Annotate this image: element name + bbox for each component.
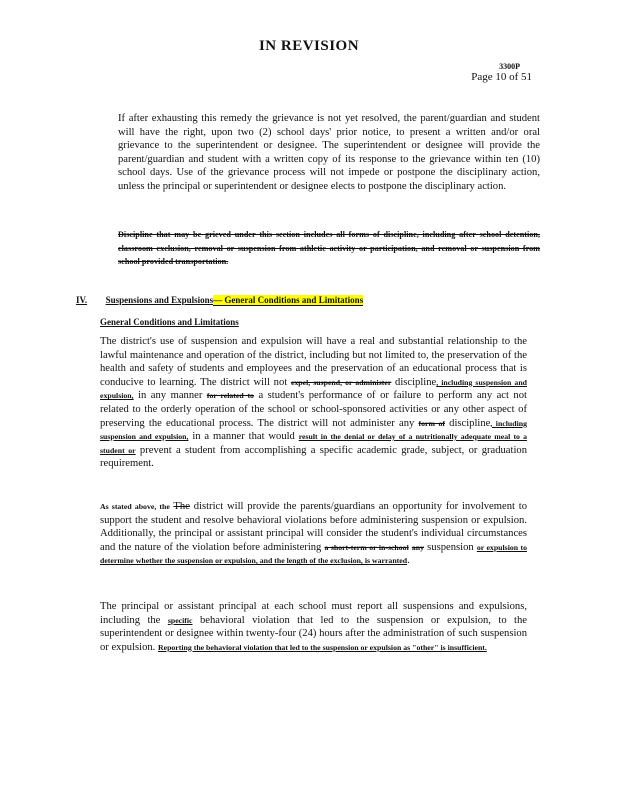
deleted-text: a short-term or in-school — [324, 542, 409, 552]
section-number: IV. — [76, 295, 88, 305]
text-run: discipline — [395, 376, 437, 388]
deleted-text: expel, suspend, or administer — [290, 377, 392, 387]
text-run: behavioral violation that led to the suspension or expulsion, to the superintendent or designee within twenty-four (24) hours after the administration of such suspension or expulsion. — [100, 614, 527, 653]
text-run: suspension — [427, 541, 474, 553]
subheading: General Conditions and Limitations — [100, 317, 239, 327]
paragraph-reporting — [100, 600, 527, 654]
deleted-text: form of — [418, 418, 445, 428]
inserted-text: As stated above, the — [100, 502, 170, 511]
text-run: district will provide the parents/guardians an opportunity for involvement to support the student and resolve behavioral violations before administering suspension or expulsion. Additionally, the principal or assistant principal will consider the student's individual circumstances and the nature of the violation before administering — [100, 501, 527, 553]
text-run: prevent a student from accomplishing a specific academic grade, subject, or graduation requirement. — [100, 444, 527, 470]
paragraph-parent-involvement — [100, 500, 527, 568]
section-title-part1: Suspensions and Expulsions — [105, 295, 214, 305]
inserted-text: , including suspension and expulsion, — [100, 377, 527, 401]
page-title: IN REVISION — [258, 38, 360, 54]
text-run: in any manner — [138, 390, 203, 402]
inserted-text: , including suspension and expulsion, — [100, 418, 527, 442]
paragraph-grievance: If after exhausting this remedy the grievance is not yet resolved, the parent/guardian and student will have the right, upon two (2) school days' prior notice, to present a written and/or oral grievance to the superintendent or designee. The superintendent or designee will provide the parent/guardian and student with a written copy of its response to the grievance within ten (10) school days. Use of the grievance process will not impede or postpone the disciplinary action, unless the principal or superintendent or designee elects to postpone the disciplinary action. — [118, 113, 540, 192]
policy-code: 3300P — [499, 62, 520, 71]
text-run: in a manner that would — [192, 431, 295, 443]
inserted-text: Reporting the behavioral violation that led to the suspension or expulsion as "other" is insufficient. — [157, 642, 487, 652]
deleted-text: any — [411, 542, 425, 552]
section-heading — [76, 295, 556, 305]
paragraph-district-use — [100, 335, 527, 471]
text-run: a student's performance of or failure to perform any act not related to the orderly operation of the school or school-sponsored activities or any other aspect of preserving the educational process. The district will not administer any — [100, 390, 527, 429]
deleted-text: for related to — [206, 391, 254, 401]
text-run: The principal or assistant principal at each school must report all suspensions and expulsions, including the — [100, 601, 527, 626]
text-run: The district's use of suspension and expulsion will have a real and substantial relationship to the lawful maintenance and operation of the district, including but not limited to, the preservation of the health and safety of students and employees and the preservation of an educational process that is conducive to learning. The district will not — [100, 336, 527, 388]
inserted-text: or expulsion to determine whether the suspension or expulsion, and the length of the exclusion, is warranted — [100, 542, 528, 566]
page-number: Page 10 of 51 — [471, 71, 532, 83]
inserted-text: result in the denial or delay of a nutritionally adequate meal to a student or — [100, 432, 527, 455]
text-run: discipline — [449, 417, 491, 429]
inserted-text: specific — [167, 615, 193, 625]
deleted-text: The — [173, 501, 190, 512]
section-title-inserted: — General Conditions and Limitations — [213, 295, 364, 305]
text-run: . — [407, 555, 410, 567]
paragraph-deleted-discipline: Discipline that may be grieved under this section includes all forms of discipline, including after school detention, classroom exclusion, removal or suspension from athletic activity or participation, and removal or suspension from school provided transportation. — [118, 230, 540, 266]
